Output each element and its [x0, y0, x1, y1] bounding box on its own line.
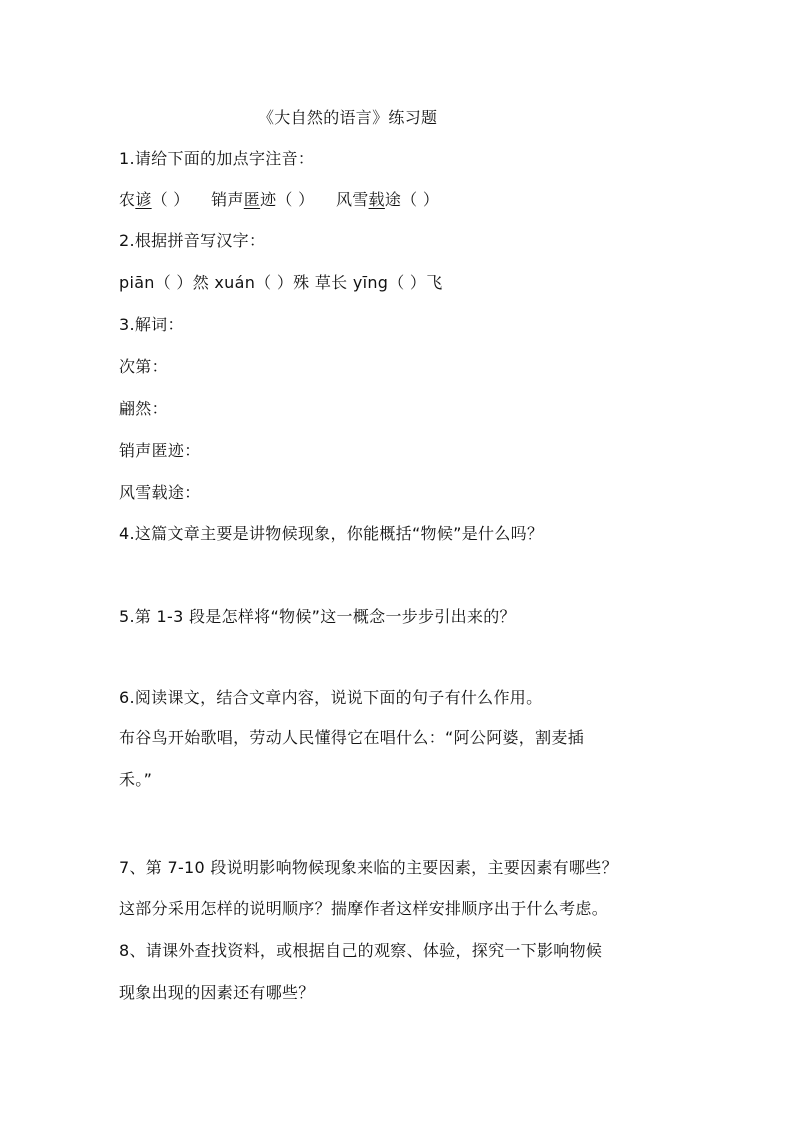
- term-fengxuezaitu: 风雪载途：: [119, 483, 201, 502]
- question-3-prompt: 3.解词：: [119, 315, 184, 334]
- question-7-line-1: 7、第 7-10 段说明影响物候现象来临的主要因素，主要因素有哪些？: [119, 858, 618, 877]
- page-title: 《大自然的语言》练习题: [258, 108, 438, 127]
- q1-item-2: 销声匿迹（ ）: [211, 190, 315, 209]
- question-4: 4.这篇文章主要是讲物候现象，你能概括“物候”是什么吗？: [119, 524, 544, 543]
- term-pianran: 翩然：: [119, 399, 168, 418]
- q1-item-3: 风雪载途（ ）: [335, 190, 440, 209]
- question-6-quote-line-1: 布谷鸟开始歌唱，劳动人民懂得它在唱什么：“阿公阿婆，割麦插: [119, 728, 584, 747]
- question-2-pinyin-line: piān（ ）然 xuán（ ）殊 草长 yīng（ ）飞: [119, 273, 443, 292]
- dotted-char: 匿: [243, 190, 261, 209]
- question-2-prompt: 2.根据拼音写汉字：: [119, 231, 266, 250]
- question-1-prompt: 1.请给下面的加点字注音：: [119, 149, 315, 168]
- question-8-line-1: 8、请课外查找资料，或根据自己的观察、体验，探究一下影响物候: [119, 941, 603, 960]
- question-5: 5.第 1-3 段是怎样将“物候”这一概念一步步引出来的？: [119, 607, 516, 626]
- term-cidi: 次第：: [119, 357, 168, 376]
- question-6-quote-line-2: 禾。”: [119, 770, 153, 789]
- dotted-char: 载: [368, 190, 385, 209]
- question-1-items: [119, 188, 439, 212]
- question-6-prompt: 6.阅读课文，结合文章内容，说说下面的句子有什么作用。: [119, 688, 543, 707]
- question-8-line-2: 现象出现的因素还有哪些？: [119, 983, 315, 1002]
- q1-item-1: 农谚（ ）: [119, 190, 190, 209]
- term-xiaoshengniji: 销声匿迹：: [119, 441, 201, 460]
- dotted-char: 谚: [135, 190, 152, 209]
- question-7-line-2: 这部分采用怎样的说明顺序？揣摩作者这样安排顺序出于什么考虑。: [119, 899, 609, 918]
